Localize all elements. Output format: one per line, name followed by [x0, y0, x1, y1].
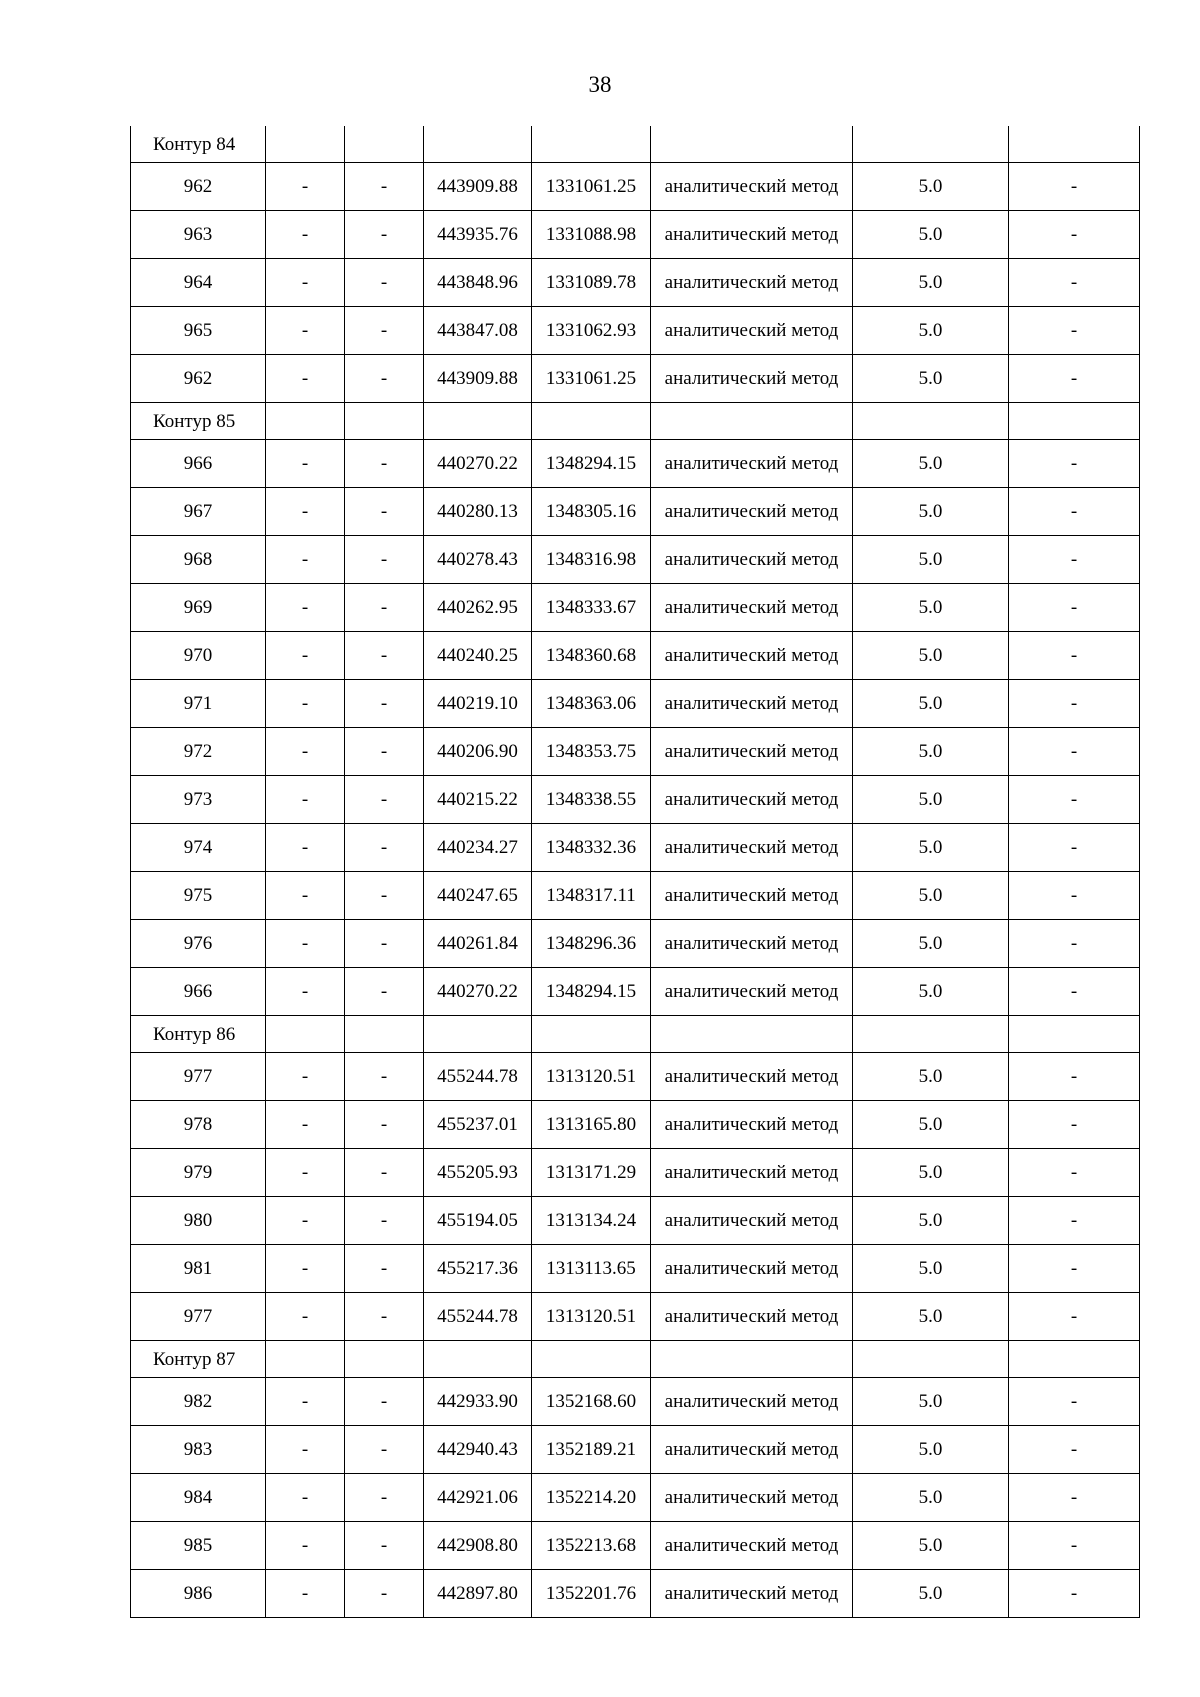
table-row [131, 440, 1140, 488]
empty-dash-cell: - [345, 1293, 424, 1341]
accuracy-cell: 5.0 [853, 632, 1009, 680]
point-number-cell: 970 [131, 632, 266, 680]
y-coordinate-cell: 1348317.11 [532, 872, 651, 920]
point-number-cell: 977 [131, 1053, 266, 1101]
empty-dash-cell: - [345, 1474, 424, 1522]
y-coordinate-cell: 1348294.15 [532, 968, 651, 1016]
y-coordinate-cell: 1331061.25 [532, 355, 651, 403]
contour-header-row [131, 1341, 1140, 1378]
x-coordinate-cell: 455205.93 [424, 1149, 532, 1197]
empty-cell [345, 403, 424, 440]
table-row [131, 1101, 1140, 1149]
empty-cell [1009, 403, 1140, 440]
x-coordinate-cell: 455244.78 [424, 1053, 532, 1101]
y-coordinate-cell: 1331089.78 [532, 259, 651, 307]
empty-dash-cell: - [266, 440, 345, 488]
dash-cell: - [1009, 1474, 1140, 1522]
y-coordinate-cell: 1348333.67 [532, 584, 651, 632]
empty-dash-cell: - [266, 1101, 345, 1149]
empty-cell [345, 1016, 424, 1053]
x-coordinate-cell: 442933.90 [424, 1378, 532, 1426]
method-cell: аналитический метод [651, 1522, 853, 1570]
y-coordinate-cell: 1313165.80 [532, 1101, 651, 1149]
accuracy-cell: 5.0 [853, 1197, 1009, 1245]
empty-cell [345, 1341, 424, 1378]
table-row [131, 536, 1140, 584]
x-coordinate-cell: 440262.95 [424, 584, 532, 632]
empty-cell [424, 1016, 532, 1053]
point-number-cell: 976 [131, 920, 266, 968]
empty-dash-cell: - [266, 1426, 345, 1474]
method-cell: аналитический метод [651, 1149, 853, 1197]
method-cell: аналитический метод [651, 1378, 853, 1426]
method-cell: аналитический метод [651, 872, 853, 920]
empty-dash-cell: - [345, 728, 424, 776]
x-coordinate-cell: 440270.22 [424, 440, 532, 488]
y-coordinate-cell: 1352201.76 [532, 1570, 651, 1618]
contour-header-row [131, 403, 1140, 440]
accuracy-cell: 5.0 [853, 968, 1009, 1016]
x-coordinate-cell: 442908.80 [424, 1522, 532, 1570]
accuracy-cell: 5.0 [853, 1293, 1009, 1341]
accuracy-cell: 5.0 [853, 1378, 1009, 1426]
x-coordinate-cell: 440240.25 [424, 632, 532, 680]
method-cell: аналитический метод [651, 1245, 853, 1293]
y-coordinate-cell: 1313120.51 [532, 1293, 651, 1341]
dash-cell: - [1009, 307, 1140, 355]
empty-cell [266, 1016, 345, 1053]
accuracy-cell: 5.0 [853, 680, 1009, 728]
x-coordinate-cell: 443909.88 [424, 355, 532, 403]
empty-dash-cell: - [345, 307, 424, 355]
point-number-cell: 972 [131, 728, 266, 776]
empty-dash-cell: - [266, 680, 345, 728]
x-coordinate-cell: 440280.13 [424, 488, 532, 536]
contour-header-row [131, 1016, 1140, 1053]
accuracy-cell: 5.0 [853, 1149, 1009, 1197]
table-body [131, 126, 1140, 1618]
x-coordinate-cell: 455237.01 [424, 1101, 532, 1149]
empty-dash-cell: - [345, 1053, 424, 1101]
point-number-cell: 966 [131, 968, 266, 1016]
table-row [131, 259, 1140, 307]
method-cell: аналитический метод [651, 1474, 853, 1522]
point-number-cell: 986 [131, 1570, 266, 1618]
y-coordinate-cell: 1313134.24 [532, 1197, 651, 1245]
table-row [131, 1053, 1140, 1101]
point-number-cell: 966 [131, 440, 266, 488]
table-row [131, 680, 1140, 728]
point-number-cell: 977 [131, 1293, 266, 1341]
dash-cell: - [1009, 776, 1140, 824]
empty-dash-cell: - [345, 536, 424, 584]
empty-cell [651, 1016, 853, 1053]
empty-dash-cell: - [345, 211, 424, 259]
table-row [131, 920, 1140, 968]
method-cell: аналитический метод [651, 1101, 853, 1149]
method-cell: аналитический метод [651, 1570, 853, 1618]
empty-dash-cell: - [266, 1149, 345, 1197]
accuracy-cell: 5.0 [853, 584, 1009, 632]
table-row [131, 824, 1140, 872]
empty-cell [1009, 1016, 1140, 1053]
y-coordinate-cell: 1348338.55 [532, 776, 651, 824]
accuracy-cell: 5.0 [853, 920, 1009, 968]
y-coordinate-cell: 1348294.15 [532, 440, 651, 488]
method-cell: аналитический метод [651, 536, 853, 584]
point-number-cell: 979 [131, 1149, 266, 1197]
empty-cell [651, 126, 853, 163]
method-cell: аналитический метод [651, 1053, 853, 1101]
table-row [131, 776, 1140, 824]
empty-dash-cell: - [345, 584, 424, 632]
table-row [131, 968, 1140, 1016]
empty-dash-cell: - [266, 211, 345, 259]
empty-dash-cell: - [266, 632, 345, 680]
empty-dash-cell: - [345, 1378, 424, 1426]
dash-cell: - [1009, 1149, 1140, 1197]
dash-cell: - [1009, 968, 1140, 1016]
y-coordinate-cell: 1331088.98 [532, 211, 651, 259]
y-coordinate-cell: 1352213.68 [532, 1522, 651, 1570]
x-coordinate-cell: 440206.90 [424, 728, 532, 776]
method-cell: аналитический метод [651, 968, 853, 1016]
dash-cell: - [1009, 1378, 1140, 1426]
empty-dash-cell: - [345, 920, 424, 968]
x-coordinate-cell: 443848.96 [424, 259, 532, 307]
empty-dash-cell: - [266, 259, 345, 307]
method-cell: аналитический метод [651, 211, 853, 259]
table-row [131, 1197, 1140, 1245]
x-coordinate-cell: 455244.78 [424, 1293, 532, 1341]
point-number-cell: 973 [131, 776, 266, 824]
method-cell: аналитический метод [651, 584, 853, 632]
table-row [131, 1474, 1140, 1522]
x-coordinate-cell: 440219.10 [424, 680, 532, 728]
empty-dash-cell: - [266, 1197, 345, 1245]
x-coordinate-cell: 440234.27 [424, 824, 532, 872]
table-row [131, 163, 1140, 211]
point-number-cell: 968 [131, 536, 266, 584]
table-row [131, 872, 1140, 920]
y-coordinate-cell: 1313120.51 [532, 1053, 651, 1101]
table-row [131, 1149, 1140, 1197]
accuracy-cell: 5.0 [853, 307, 1009, 355]
empty-dash-cell: - [345, 1570, 424, 1618]
point-number-cell: 985 [131, 1522, 266, 1570]
empty-cell [266, 126, 345, 163]
accuracy-cell: 5.0 [853, 1053, 1009, 1101]
dash-cell: - [1009, 584, 1140, 632]
empty-dash-cell: - [266, 920, 345, 968]
empty-dash-cell: - [345, 680, 424, 728]
table-row [131, 211, 1140, 259]
dash-cell: - [1009, 824, 1140, 872]
x-coordinate-cell: 440278.43 [424, 536, 532, 584]
y-coordinate-cell: 1348296.36 [532, 920, 651, 968]
table-row [131, 1293, 1140, 1341]
table-row [131, 355, 1140, 403]
coordinates-table [130, 126, 1140, 1618]
x-coordinate-cell: 442897.80 [424, 1570, 532, 1618]
y-coordinate-cell: 1352168.60 [532, 1378, 651, 1426]
empty-dash-cell: - [266, 1053, 345, 1101]
empty-dash-cell: - [266, 307, 345, 355]
empty-cell [1009, 1341, 1140, 1378]
table-row [131, 307, 1140, 355]
empty-dash-cell: - [266, 1378, 345, 1426]
y-coordinate-cell: 1348353.75 [532, 728, 651, 776]
x-coordinate-cell: 440247.65 [424, 872, 532, 920]
dash-cell: - [1009, 440, 1140, 488]
table-row [131, 584, 1140, 632]
point-number-cell: 964 [131, 259, 266, 307]
contour-label: Контур 84 [131, 126, 266, 163]
x-coordinate-cell: 440261.84 [424, 920, 532, 968]
point-number-cell: 980 [131, 1197, 266, 1245]
table-row [131, 488, 1140, 536]
accuracy-cell: 5.0 [853, 776, 1009, 824]
point-number-cell: 982 [131, 1378, 266, 1426]
accuracy-cell: 5.0 [853, 1522, 1009, 1570]
page-number: 38 [588, 72, 612, 97]
dash-cell: - [1009, 728, 1140, 776]
x-coordinate-cell: 443909.88 [424, 163, 532, 211]
contour-label: Контур 86 [131, 1016, 266, 1053]
x-coordinate-cell: 455217.36 [424, 1245, 532, 1293]
table-row [131, 1426, 1140, 1474]
method-cell: аналитический метод [651, 488, 853, 536]
y-coordinate-cell: 1348332.36 [532, 824, 651, 872]
dash-cell: - [1009, 680, 1140, 728]
empty-dash-cell: - [266, 1245, 345, 1293]
dash-cell: - [1009, 259, 1140, 307]
point-number-cell: 984 [131, 1474, 266, 1522]
empty-dash-cell: - [266, 488, 345, 536]
x-coordinate-cell: 443935.76 [424, 211, 532, 259]
point-number-cell: 978 [131, 1101, 266, 1149]
empty-dash-cell: - [266, 1570, 345, 1618]
dash-cell: - [1009, 872, 1140, 920]
dash-cell: - [1009, 1293, 1140, 1341]
y-coordinate-cell: 1331061.25 [532, 163, 651, 211]
empty-dash-cell: - [266, 584, 345, 632]
empty-cell [853, 126, 1009, 163]
y-coordinate-cell: 1313171.29 [532, 1149, 651, 1197]
accuracy-cell: 5.0 [853, 259, 1009, 307]
empty-dash-cell: - [266, 163, 345, 211]
y-coordinate-cell: 1331062.93 [532, 307, 651, 355]
empty-dash-cell: - [266, 776, 345, 824]
table-row [131, 632, 1140, 680]
empty-dash-cell: - [266, 536, 345, 584]
empty-dash-cell: - [345, 1149, 424, 1197]
x-coordinate-cell: 442921.06 [424, 1474, 532, 1522]
point-number-cell: 971 [131, 680, 266, 728]
accuracy-cell: 5.0 [853, 1474, 1009, 1522]
empty-dash-cell: - [266, 968, 345, 1016]
y-coordinate-cell: 1352214.20 [532, 1474, 651, 1522]
dash-cell: - [1009, 1053, 1140, 1101]
empty-cell [532, 1016, 651, 1053]
empty-dash-cell: - [345, 872, 424, 920]
point-number-cell: 975 [131, 872, 266, 920]
x-coordinate-cell: 443847.08 [424, 307, 532, 355]
dash-cell: - [1009, 1426, 1140, 1474]
empty-cell [266, 403, 345, 440]
accuracy-cell: 5.0 [853, 536, 1009, 584]
empty-dash-cell: - [266, 824, 345, 872]
method-cell: аналитический метод [651, 163, 853, 211]
accuracy-cell: 5.0 [853, 872, 1009, 920]
empty-cell [424, 403, 532, 440]
point-number-cell: 962 [131, 355, 266, 403]
point-number-cell: 965 [131, 307, 266, 355]
empty-cell [853, 403, 1009, 440]
accuracy-cell: 5.0 [853, 1426, 1009, 1474]
point-number-cell: 967 [131, 488, 266, 536]
empty-dash-cell: - [345, 355, 424, 403]
point-number-cell: 962 [131, 163, 266, 211]
method-cell: аналитический метод [651, 355, 853, 403]
empty-dash-cell: - [345, 824, 424, 872]
empty-dash-cell: - [345, 259, 424, 307]
x-coordinate-cell: 442940.43 [424, 1426, 532, 1474]
empty-dash-cell: - [266, 355, 345, 403]
empty-dash-cell: - [266, 1474, 345, 1522]
method-cell: аналитический метод [651, 776, 853, 824]
table-row [131, 1378, 1140, 1426]
empty-dash-cell: - [345, 1426, 424, 1474]
method-cell: аналитический метод [651, 680, 853, 728]
table-row [131, 1245, 1140, 1293]
x-coordinate-cell: 455194.05 [424, 1197, 532, 1245]
empty-dash-cell: - [345, 1197, 424, 1245]
accuracy-cell: 5.0 [853, 1570, 1009, 1618]
empty-cell [651, 403, 853, 440]
empty-dash-cell: - [266, 728, 345, 776]
empty-dash-cell: - [345, 1101, 424, 1149]
dash-cell: - [1009, 163, 1140, 211]
accuracy-cell: 5.0 [853, 824, 1009, 872]
method-cell: аналитический метод [651, 1426, 853, 1474]
method-cell: аналитический метод [651, 1293, 853, 1341]
dash-cell: - [1009, 536, 1140, 584]
table-row [131, 1570, 1140, 1618]
point-number-cell: 974 [131, 824, 266, 872]
empty-cell [532, 126, 651, 163]
contour-header-row [131, 126, 1140, 163]
empty-cell [424, 126, 532, 163]
empty-dash-cell: - [345, 488, 424, 536]
empty-cell [853, 1341, 1009, 1378]
dash-cell: - [1009, 355, 1140, 403]
contour-label: Контур 85 [131, 403, 266, 440]
method-cell: аналитический метод [651, 440, 853, 488]
dash-cell: - [1009, 920, 1140, 968]
method-cell: аналитический метод [651, 1197, 853, 1245]
y-coordinate-cell: 1348316.98 [532, 536, 651, 584]
empty-cell [853, 1016, 1009, 1053]
x-coordinate-cell: 440270.22 [424, 968, 532, 1016]
dash-cell: - [1009, 1245, 1140, 1293]
empty-cell [345, 126, 424, 163]
empty-dash-cell: - [266, 1293, 345, 1341]
method-cell: аналитический метод [651, 824, 853, 872]
dash-cell: - [1009, 211, 1140, 259]
accuracy-cell: 5.0 [853, 1245, 1009, 1293]
accuracy-cell: 5.0 [853, 163, 1009, 211]
empty-dash-cell: - [345, 1522, 424, 1570]
method-cell: аналитический метод [651, 307, 853, 355]
empty-dash-cell: - [345, 968, 424, 1016]
empty-cell [532, 403, 651, 440]
accuracy-cell: 5.0 [853, 355, 1009, 403]
table-row [131, 728, 1140, 776]
dash-cell: - [1009, 1101, 1140, 1149]
point-number-cell: 969 [131, 584, 266, 632]
point-number-cell: 963 [131, 211, 266, 259]
dash-cell: - [1009, 1570, 1140, 1618]
x-coordinate-cell: 440215.22 [424, 776, 532, 824]
empty-cell [532, 1341, 651, 1378]
empty-dash-cell: - [345, 776, 424, 824]
y-coordinate-cell: 1352189.21 [532, 1426, 651, 1474]
dash-cell: - [1009, 632, 1140, 680]
method-cell: аналитический метод [651, 920, 853, 968]
accuracy-cell: 5.0 [853, 1101, 1009, 1149]
y-coordinate-cell: 1348363.06 [532, 680, 651, 728]
empty-cell [1009, 126, 1140, 163]
empty-dash-cell: - [266, 1522, 345, 1570]
empty-cell [266, 1341, 345, 1378]
empty-dash-cell: - [345, 1245, 424, 1293]
y-coordinate-cell: 1348360.68 [532, 632, 651, 680]
y-coordinate-cell: 1348305.16 [532, 488, 651, 536]
empty-cell [651, 1341, 853, 1378]
empty-dash-cell: - [345, 163, 424, 211]
empty-dash-cell: - [345, 440, 424, 488]
dash-cell: - [1009, 1522, 1140, 1570]
empty-dash-cell: - [266, 872, 345, 920]
empty-cell [424, 1341, 532, 1378]
accuracy-cell: 5.0 [853, 440, 1009, 488]
accuracy-cell: 5.0 [853, 728, 1009, 776]
dash-cell: - [1009, 488, 1140, 536]
method-cell: аналитический метод [651, 728, 853, 776]
y-coordinate-cell: 1313113.65 [532, 1245, 651, 1293]
method-cell: аналитический метод [651, 259, 853, 307]
empty-dash-cell: - [345, 632, 424, 680]
method-cell: аналитический метод [651, 632, 853, 680]
contour-label: Контур 87 [131, 1341, 266, 1378]
point-number-cell: 981 [131, 1245, 266, 1293]
table-row [131, 1522, 1140, 1570]
dash-cell: - [1009, 1197, 1140, 1245]
accuracy-cell: 5.0 [853, 488, 1009, 536]
accuracy-cell: 5.0 [853, 211, 1009, 259]
point-number-cell: 983 [131, 1426, 266, 1474]
